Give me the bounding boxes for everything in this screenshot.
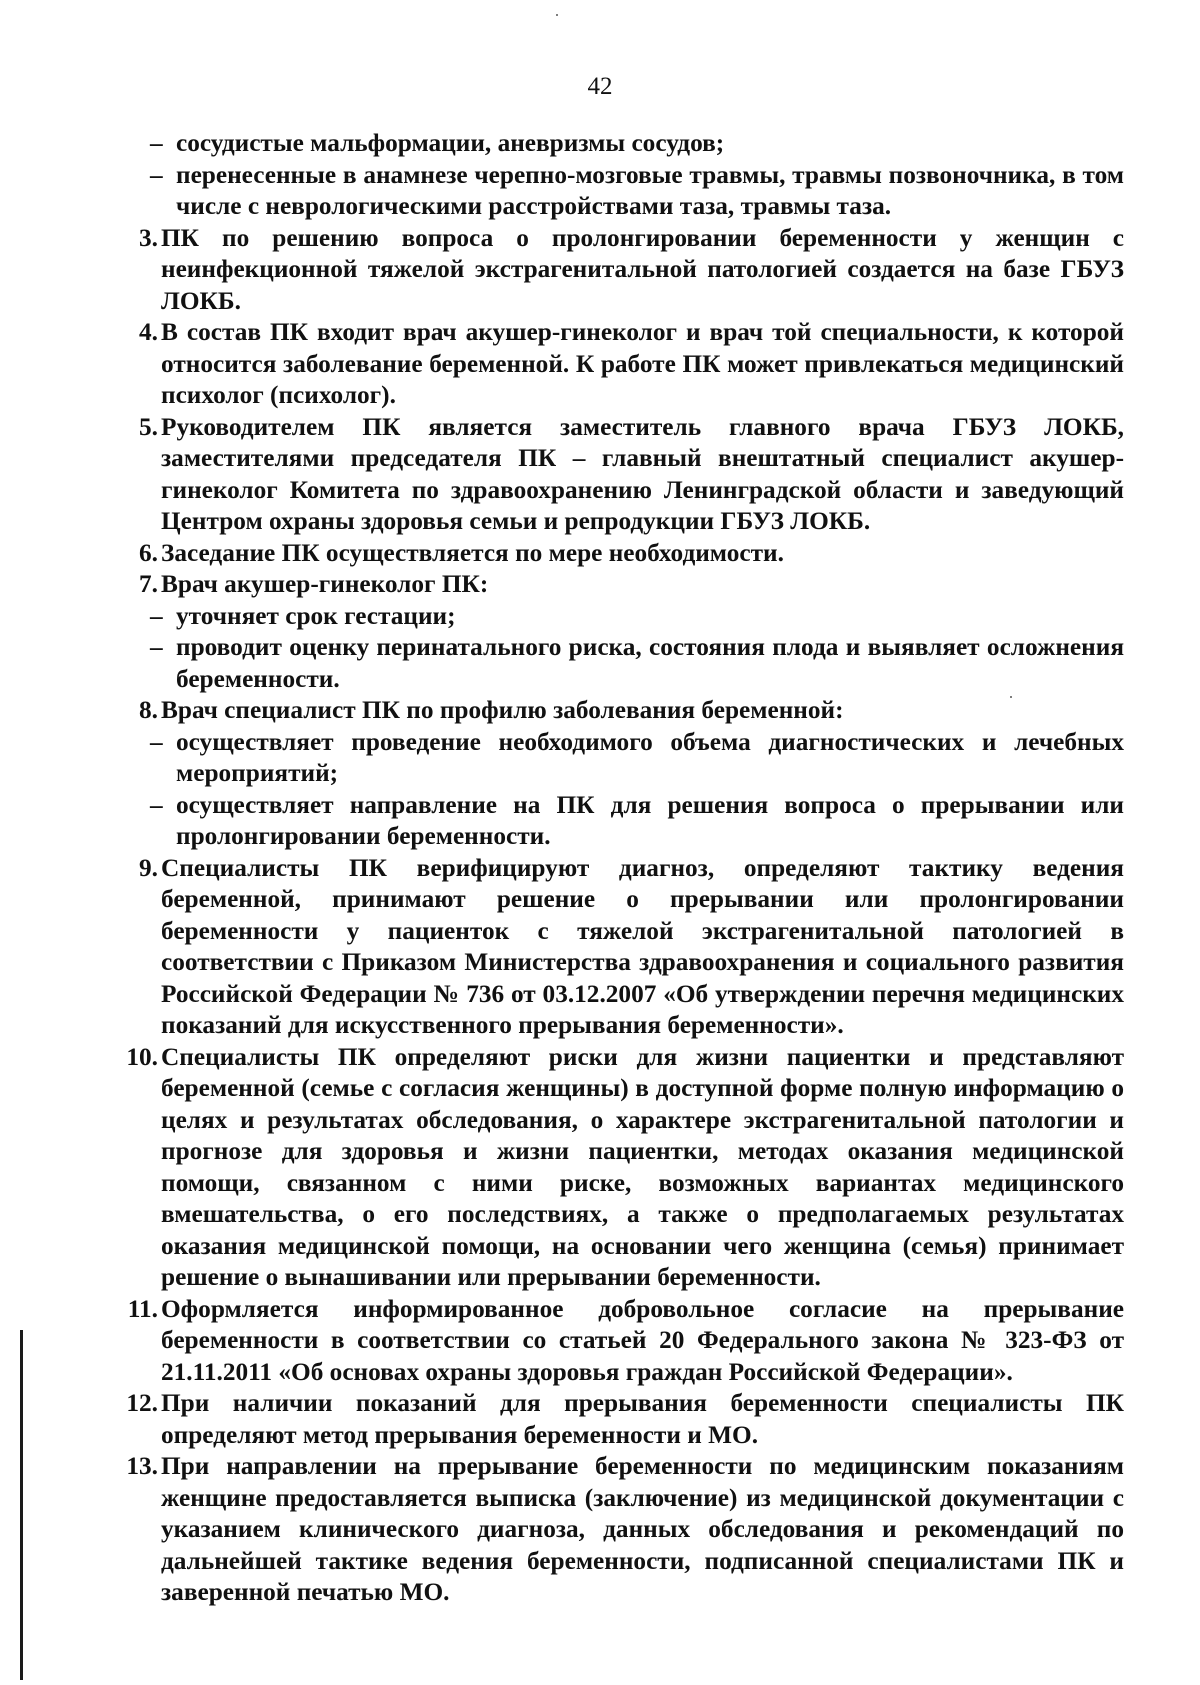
sub-list [136,601,1124,696]
list-item: – сосудистые мальформации, аневризмы сосудов; [136,128,1124,160]
scan-binding-edge [20,1330,23,1680]
numbered-item-7 [136,569,1124,601]
numbered-item-10 [126,1042,1124,1294]
item-number: 5. [139,412,158,441]
item-text: Врач акушер-гинеколог ПК: [161,570,489,598]
item-text: Специалисты ПК верифицируют диагноз, определяют тактику ведения беременной, принимают решение о прерывании или пролонгировании беременности у пациенток с тяжелой экстрагенитальной патологией в соответствии с Приказом Министерства здравоохранения и социального развития Российской Федерации № 736 от 03.12.2007 «Об утверждении перечня медицинских показаний для искусственного прерывания беременности». [161,853,1124,1039]
item-text: В состав ПК входит врач акушер-гинеколог и врач той специальности, к которой относится заболевание беременной. К работе ПК может привлекаться медицинский психолог (психолог). [161,318,1124,409]
item-number: 9. [139,853,158,882]
numbered-item-5 [136,412,1124,538]
item-text: При направлении на прерывание беременности по медицинским показаниям женщине предоставляется выписка (заключение) из медицинской документации с указанием клинического диагноза, данных обследования и рекомендаций по дальнейшей тактике ведения беременности, подписанной специалистами ПК и заверенной печатью МО. [161,1452,1124,1606]
list-item: – перенесенные в анамнезе черепно-мозговые травмы, травмы позвоночника, в том числе с неврологическими расстройствами таза, травмы таза. [136,160,1124,223]
item-text: Заседание ПК осуществляется по мере необходимости. [161,538,784,567]
item-text: Оформляется информированное добровольное согласие на прерывание беременности в соответствии со статьей 20 Федерального закона № 323-ФЗ от 21.11.2011 «Об основах охраны здоровья граждан Российской Федерации». [161,1294,1124,1386]
numbered-item-6 [136,538,1124,570]
list-item: – осуществляет проведение необходимого объема диагностических и лечебных мероприятий; [136,727,1124,790]
list-item: – осуществляет направление на ПК для решения вопроса о прерывании или пролонгировании беременности. [136,790,1124,853]
item-text: ПК по решению вопроса о пролонгировании беременности у женщин с неинфекционной тяжелой экстрагенитальной патологией создается на базе ГБУЗ ЛОКБ. [161,223,1124,315]
numbered-item-8 [136,695,1124,727]
numbered-item-12 [126,1388,1124,1451]
item-number: 8. [139,696,158,724]
item-number: 3. [139,223,158,252]
list-item: – проводит оценку перинатального риска, состояния плода и выявляет осложнения беременности. [136,632,1124,695]
sub-list [136,727,1124,853]
item-number: 7. [139,570,158,598]
item-text: Специалисты ПК определяют риски для жизни пациентки и представляют беременной (семье с согласия женщины) в доступной форме полную информацию о целях и результатах обследования, о характере экстрагенитальной патологии и прогнозе для здоровья и жизни пациентки, методах оказания медицинской помощи, связанном с ними риске, возможных вариантах медицинского вмешательства, о его последствиях, а также о предполагаемых результатах оказания медицинской помощи, на основании чего женщина (семья) принимает решение о вынашивании или прерывании беременности. [161,1042,1124,1291]
item-text: Врач специалист ПК по профилю заболевания беременной: [161,696,844,724]
scan-speck [1010,696,1012,698]
item-number: 6. [139,538,158,567]
numbered-item-9 [136,853,1124,1042]
item-text: При наличии показаний для прерывания беременности специалисты ПК определяют метод прерывания беременности и МО. [161,1389,1124,1449]
list-item: – уточняет срок гестации; [136,601,1124,633]
item-number: 11. [127,1294,158,1323]
page-number: 42 [587,73,613,100]
item-number: 4. [139,318,158,346]
item-number: 10. [126,1042,158,1071]
numbered-item-11 [127,1294,1124,1389]
scan-speck [556,14,558,16]
numbered-item-3 [136,223,1124,318]
numbered-item-4 [136,317,1124,412]
document-body [126,128,1124,1609]
item-text: Руководителем ПК является заместитель главного врача ГБУЗ ЛОКБ, заместителями председателя ПК – главный внештатный специалист акушер-гинеколог Комитета по здравоохранению Ленинградской области и заведующий Центром охраны здоровья семьи и репродукции ГБУЗ ЛОКБ. [161,412,1124,535]
numbered-item-13 [126,1451,1124,1609]
item-number: 13. [126,1452,158,1480]
item-number: 12. [126,1389,158,1417]
